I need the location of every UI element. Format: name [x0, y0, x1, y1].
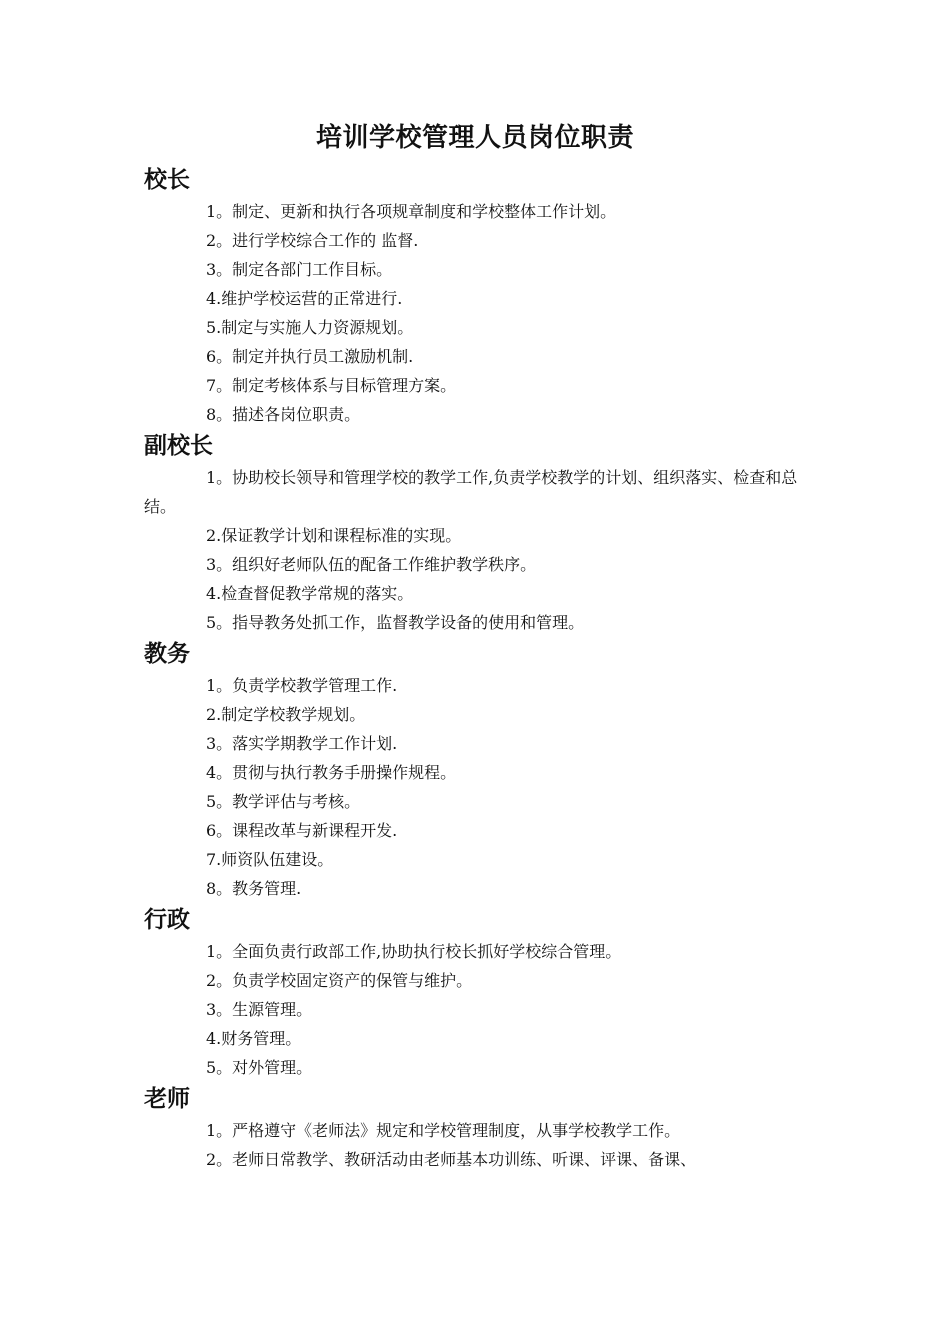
list-item: 1。制定、更新和执行各项规章制度和学校整体工作计划。: [206, 202, 617, 221]
list-item: 1。全面负责行政部工作,协助执行校长抓好学校综合管理。: [206, 942, 622, 961]
list-item: 5。指导教务处抓工作，监督教学设备的使用和管理。: [206, 613, 585, 632]
section-heading: 教务: [144, 641, 190, 667]
list-item: 1。协助校长领导和管理学校的教学工作,负责学校教学的计划、组织落实、检查和总结。: [144, 468, 798, 516]
list-item: 3。落实学期教学工作计划.: [206, 734, 398, 753]
list-item: 2.保证教学计划和课程标准的实现。: [206, 526, 462, 545]
list-item: 5。对外管理。: [206, 1058, 313, 1077]
list-item: 2。老师日常教学、教研活动由老师基本功训练、听课、评课、备课、: [206, 1150, 697, 1169]
section-heading: 校长: [144, 167, 190, 193]
section-teacher: [144, 1082, 816, 1174]
list-item: 4。贯彻与执行教务手册操作规程。: [206, 763, 457, 782]
list-item: 1。负责学校教学管理工作.: [206, 676, 398, 695]
list-item: 5.制定与实施人力资源规划。: [206, 318, 414, 337]
list-item: 7。制定考核体系与目标管理方案。: [206, 376, 457, 395]
section-heading: 老师: [144, 1086, 190, 1112]
list-item: 3。组织好老师队伍的配备工作维护教学秩序。: [206, 555, 537, 574]
list-item: 3。生源管理。: [206, 1000, 313, 1019]
section-vice-principal: [144, 429, 816, 637]
list-item: 4.维护学校运营的正常进行.: [206, 289, 403, 308]
list-item: 4.财务管理。: [206, 1029, 302, 1048]
list-item: 8。教务管理.: [206, 879, 302, 898]
document-title: 培训学校管理人员岗位职责: [315, 123, 634, 153]
section-heading: 行政: [144, 907, 190, 933]
section-administration: [144, 903, 816, 1082]
list-item: 5。教学评估与考核。: [206, 792, 361, 811]
section-principal: [144, 163, 816, 429]
list-item: 8。描述各岗位职责。: [206, 405, 361, 424]
list-item: 6。课程改革与新课程开发.: [206, 821, 398, 840]
list-item: 2。进行学校综合工作的 监督.: [206, 231, 419, 250]
section-academic-affairs: [144, 637, 816, 903]
list-item: 2.制定学校教学规划。: [206, 705, 366, 724]
list-item: 4.检查督促教学常规的落实。: [206, 584, 414, 603]
section-heading: 副校长: [144, 433, 213, 459]
list-item: 6。制定并执行员工激励机制.: [206, 347, 414, 366]
list-item: 3。制定各部门工作目标。: [206, 260, 393, 279]
list-item: 2。负责学校固定资产的保管与维护。: [206, 971, 473, 990]
document-body: [144, 163, 816, 1174]
list-item: 7.师资队伍建设。: [206, 850, 334, 869]
list-item: 1。严格遵守《老师法》规定和学校管理制度，从事学校教学工作。: [206, 1121, 681, 1140]
